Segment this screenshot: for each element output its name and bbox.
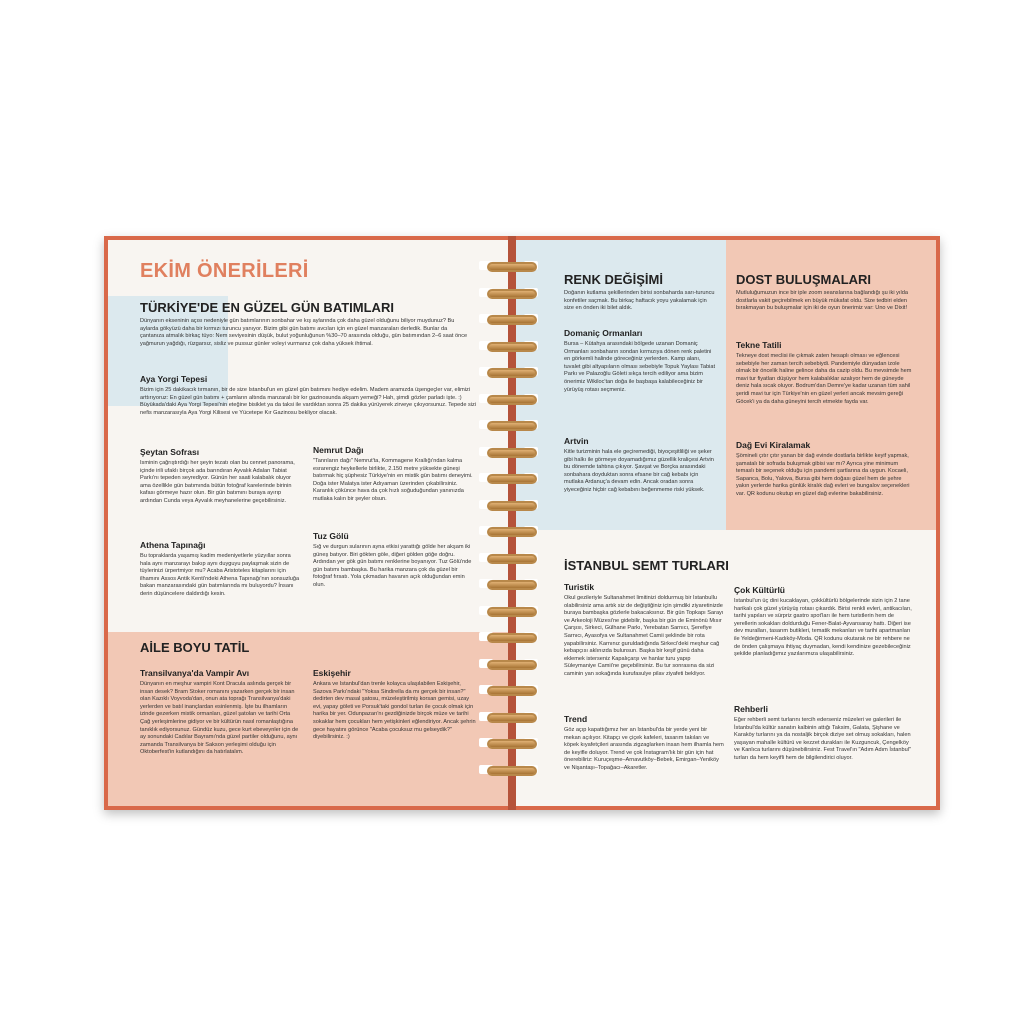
spiral-ring [487, 421, 537, 431]
spiral-ring [487, 448, 537, 458]
eskisehir-heading: Eskişehir [313, 668, 351, 678]
spiral-ring [487, 580, 537, 590]
aya-yorgi-text: Bizim için 25 dakikacık tırmanın, bir de size İstanbul'un en güzel gün batımını hediye edelim. Madem aramızda üşengeçler var, elimizi arttırıyoruz: En güzel gün batımı + çamların altında manzaralı bir kır gazinosunda akşam yemeği? Hah, şimdi gözler parladı işte. :) Büyükada'daki Aya Yorgi Tepesi'nin eteğine bisiklet ya da taksi ile vardıktan sonra 25 dakika yürüyerek zirveye çıkıyorsunuz. Tepede sizi nefis manzarasıyla Aya Yorgi Kilisesi ve Yücetepe Kır Gazinosu bekliyor olacak. [140, 387, 477, 416]
sunset-intro: Dünyanın ekseninin açısı nedeniyle gün batımlarının sonbahar ve kış aylarında çok daha güzel olduğunu biliyor muydunuz? Bu aylarda gökyüzü daha bir kırmızı turuncu yanıyor. Bizim gibi gün batımı avcıları için en güzel manzaraları derledik. Bunlar da çantanıza atmalık birkaç tüyo: Nem seviyesinin düşük, bulut yoğunluğunun %30–70 arasında olduğu, gün batımından 2–6 saat önce yağmurun yağdığı, rüzgarsız, sisliz ve pussuz günler voleyi vurmanız çok daha yüksek ihtimal. [140, 318, 468, 347]
cok-kulturlu-heading: Çok Kültürlü [734, 585, 785, 595]
renk-heading: RENK DEĞİŞİMİ [564, 272, 663, 287]
renk-intro: Doğanın kutlama şekillerinden birisi sonbaharda sarı-turuncu konfetiler saçmak. Bu birkaç haftacık yoyu yakalamak için size en önden iki bilet aldık. [564, 290, 715, 312]
spiral-ring [487, 713, 537, 723]
spiral-ring [487, 554, 537, 564]
left-page [108, 240, 508, 806]
athena-text: Bu topraklarda yaşamış kadim medeniyetlerle yüzyıllar sonra hala aynı manzarayı bakıp aynı duyguyu paylaşmak sizin de tüylerinizi ürpertmiyor mu? Acaba Aristoteles kitaplarını için ilhamını Assos Antik Kenti'ndeki Athena Tapınağı'nın sonsuzluğa bakan manzarasındaki gün batımlarında mı buluyordu? İnsanı derin düşüncelere daldırdığı kesin. [140, 553, 300, 597]
tekne-heading: Tekne Tatili [736, 340, 782, 350]
spiral-ring [487, 527, 537, 537]
right-page [516, 240, 936, 806]
artvin-text: Kitle turizminin hala ele geçiremediği, biyoçeşitliliği ve şeker gibi halkı ile görmeye doyamadığımız güzellik kraliçesi Artvin bu dönemde tahtına çıkıyor. Şavşat ve Borçka arasındaki sonbahara doyduktan sonra efsane bir cağ kebabı için mutlaka Ardanuç'a devam edin. Ancak oradan sonra yiyeceğiniz hiçbir cağ kebabını beğenmeme riski yüksek. [564, 449, 714, 493]
nemrut-text: "Tanrıların dağı" Nemrut'ta, Kommagene Krallığı'ndan kalma esrarengiz heykellerle birlikte, 2.150 metre yüksekte güneşi batırmak hiç şüphesiz Türkiye'nin en mistik gün batımı deneyimi. Doğa ister Malatya ister Adıyaman üzerinden çıkabilirsiniz. Karanlık çökünce hava da çok hızlı soğuduğundan yanınızda mutlaka kalın bir şeyler olsun. [313, 458, 473, 502]
dost-intro: Mutluluğumuzun ince bir iple zoom seanslarına bağlandığı şu iki yılda dostlarla vakit geçirebilmek en büyük mükafat oldu. Size tedbiri elden bırakmayan bu buluşmalar için iki de oyun önerimiz var: Uno ve Dixit! [736, 290, 908, 312]
cok-kulturlu-text: İstanbul'un üç dini kucaklayan, çokkültürlü bölgelerinde sizin için 2 tane harikalı çok güzel yürüyüş rotası çıkardık. Birisi renkli evleri, antikacıları, tarihi yapıları ve sürpriz gastro spot'ları ile hem turistlerin hem de yerellerin sokakları doldurduğu Fener-Balat-Ayvansaray hattı. Diğeri ise dev muralları, tasarım butikleri, tematik mekanları ve tarihi apartmanları ile Yeldeğirmeni-Kadıköy-Moda. QR kodunu okutarak ne bir rehbere ne de önden çalışmaya ihtiyaç duymadan, kendi kendinize gezebileceğiniz şekilde planladığımız yazılarımıza ulaşabilirsiniz. [734, 598, 912, 658]
family-heading: AİLE BOYU TATİL [140, 640, 250, 655]
istanbul-heading: İSTANBUL SEMT TURLARI [564, 558, 729, 573]
dagevi-text: Şömineli çıtır çıtır yanan bir dağ evinde dostlarla birlikte keyif yapmak, şamatalı bir sofrada buluşmak gibisi var mı? Ayrıca yine minimum temaslı bir seçenek olduğu için pandemi şartlarına da uygun. Kocaeli, Sapanca, Bolu, Yalova, Bursa gibi hem doğası güzel hem de şehre yakın yerlerde harika günlük kiralık dağ evleri ve bungalov seçenekleri var. QR kodunu okutup en güzel dağ evlerine bakabilirsiniz. [736, 453, 910, 497]
artvin-heading: Artvin [564, 436, 589, 446]
sunset-heading: TÜRKİYE'DE EN GÜZEL GÜN BATIMLARI [140, 300, 394, 315]
spiral-ring [487, 289, 537, 299]
rehberli-text: Eğer rehberli semt turlarını tercih ederseniz müzeleri ve galerileri ile İstanbul'da kültür sanatın kalbinin attığı Taksim, Galata, Şişhane ve Karaköy turlarını ya da nostaljik birçok diziye set olmuş sokakları, halen yaşayan mahalle kültürü ve kezzet durakları ile Kuzguncuk, Çengelköy ve Kanlıca turlarını düşünebilirsiniz. Fest Travel'ın "Adım Adım İstanbul" turları da hem keyifli hem de bilgilendirici oluyor. [734, 717, 911, 761]
athena-heading: Athena Tapınağı [140, 540, 206, 550]
spiral-ring [487, 633, 537, 643]
domanic-text: Bursa – Kütahya arasındaki bölgede uzanan Domaniç Ormanları sonbaharın sondan kırmızıya dönen renk paletini en görkemli halinde göreceğiniz yerlerden. Kamp alanı, tuvalet gibi altyapıların olması sebebiyle Topuk Yaylası Tabiat Parkı ve Palazoğlu Göleti sıkça tercih ediliyor ama bizim önerimiz Wikiloc'tan doğa ile başbaşa kalabileceğiniz bir yürüyüş rotası seçmeniz. [564, 341, 716, 393]
spiral-ring [487, 766, 537, 776]
rehberli-heading: Rehberli [734, 704, 769, 714]
tuz-golu-heading: Tuz Gölü [313, 531, 349, 541]
transilvanya-heading: Transilvanya'da Vampir Avı [140, 668, 250, 678]
trend-text: Göz açıp kapattığımız her an İstanbul'da bir yerde yeni bir mekan açılıyor. Kitapçı ve çiçek kafeleri, tasarım takıları ve köpek kıyafetçileri arasında zigzaglarken insan hem ilhamla hem de keyifle doluyor. Trend ve çok İnstagram'lık bir gün için hat önerebiliriz: Kuruçeşme–Arnavutköy–Bebek, Emirgan–Yeniköy ve Nişantaşı–Topağacı–Akaretler. [564, 727, 724, 771]
trend-heading: Trend [564, 714, 588, 724]
spiral-ring [487, 342, 537, 352]
spiral-ring [487, 368, 537, 378]
spiral-ring [487, 660, 537, 670]
turistik-text: Okul gezileriyle Sultanahmet limitinizi doldurmuş bir İstanbullu olabilirsiniz ama artık siz de değiştiğiniz için şimdiki ziyaretinizde buraya bambaşka gözlerle bakacaksınız. Bir gün Topkapı Sarayı ve Arkeoloji Müzesi'ne gidebilir, başka bir gün de Eminönü Mısır Çarşısı, Sirkeci, Gülhane Parkı, Yerebatan Sarnıcı, Şerefiye Sarnıcı, Ayasofya ve Sultanahmet Camii şeklinde bir rota yapabilirsiniz. Karnınız guruldadığında Sirkeci'deki meşhur cağ kebapçısı aklınızda bulunsun. Başka bir keşif günü daha eklemek isterseniz Kapalıçarşı ve hanlar turu yapıp Süleymaniye Camii'ne geçebilirsiniz. Bu tur sonrasına da sizi caminin yan sokağında kurufasulye pilav ziyafeti bekliyor. [564, 595, 724, 677]
spiral-ring [487, 395, 537, 405]
dagevi-heading: Dağ Evi Kiralamak [736, 440, 811, 450]
eskisehir-text: Ankara ve İstanbul'dan trenle kolayca ulaşılabilen Eskişehir, Sazova Parkı'ndaki "Yoksa Sindirella da mı gerçek bir insan?" dedirten dev masal şatosu, müzeleştirilmiş korsan gemisi, uzay evi, yapay göleti ve Porsuk'taki gondol turları ile çocuk olmak için harika bir yer. Odunpazarı'nı gezdiğinizde birçok müze ve tarihi sokaklar hem çocukları hem yetişkinleri eğlendiriyor. Ancak şehrin gece hayatını görünce "Acaba çocuksuz mu gelseydik?" diyebilirsiniz. :) [313, 681, 476, 741]
spiral-ring [487, 501, 537, 511]
dost-heading: DOST BULUŞMALARI [736, 272, 872, 287]
page-title: EKİM ÖNERİLERİ [140, 260, 309, 282]
seytan-sofrasi-text: İsminin çağrıştırdığı her şeyin tezatı olan bu cennet panorama, içinde irili ufaklı birçok ada barındıran Ayvalık Adaları Tabiat Parkı'nı tepeden seyrediyor. Günün her saati kalabalık oluyor ama özellikle gün batımında bütün fotoğraf karelerinde birinin kafası görmeye hazır olun. Bir gün batımını buraya ayırıp ardından Cunda veya Ayvalık meyhanelerine geçebilirsiniz. [140, 460, 295, 504]
transilvanya-text: Dünyanın en meşhur vampiri Kont Dracula aslında gerçek bir insan desek? Bram Stoker romanını yazarken gerçek bir insan olan Kazıklı Voyvoda'dan, onun ata toprağı Transilvanya'daki yerlerden ve batıl inançlardan esinlenmiş. İşte bu ilhamların izinde gezerken mistik ormanları, güzel şatoları ve tarihi Orta Çağ yerleşimlerine gidiyor ve bir kültürün nasıl romanlaştığına tanıklık ediyorsunuz. Gündüz kuzu, gece kurt ebeveynler için de ay sonundaki Cadılar Bayramı'nda güzel partiler olduğunu, aynı zamanda Transilvanya bir Sakson yerleşimi olduğu için Oktoberfest'in kutlandığını da hatırlatalım. [140, 681, 299, 756]
spiral-ring [487, 262, 537, 272]
spiral-ring [487, 607, 537, 617]
turistik-heading: Turistik [564, 582, 595, 592]
nemrut-heading: Nemrut Dağı [313, 445, 364, 455]
aya-yorgi-heading: Aya Yorgi Tepesi [140, 374, 208, 384]
tekne-text: Tekneye dost meclisi ile çıkmak zaten hesaplı olması ve eğlencesi sebebiyle her zaman tercih sebebiydi. Pandemiyle dünyadan izole olmak bir öncelik haline gelince daha da cazip oldu. Bu mevsimde hem mavi tur fiyatları düşüyor hem kalabalıklar azalıyor hem de güneyde deniz hala sıcak oluyor. Bodrum'dan Demre'ye kadar uzanan tüm sahil şeridi mavi tur için Türkiye'nin en güzel yerleri ancak mevsim gereği Göcek'i ya da daha güneyini tercih etmekte fayda var. [736, 353, 912, 405]
seytan-sofrasi-heading: Şeytan Sofrası [140, 447, 200, 457]
spiral-ring [487, 474, 537, 484]
spiral-ring [487, 686, 537, 696]
tuz-golu-text: Sığ ve durgun sularının ayna etkisi yarattığı gölde her akşam iki güneş batıyor. Biri gökten göle, diğeri gölden göğe doğru. Ardından yer gök gün batımı renklerine boyanıyor. Tuz Gölü'nde gün batımı bambaşka. Bu harika manzara çok da güzel bir fotoğraf fırsatı. Yola çıkmadan havanın açık olduğundan emin olun. [313, 544, 472, 588]
domanic-heading: Domaniç Ormanları [564, 328, 643, 338]
spiral-ring [487, 739, 537, 749]
spiral-ring [487, 315, 537, 325]
